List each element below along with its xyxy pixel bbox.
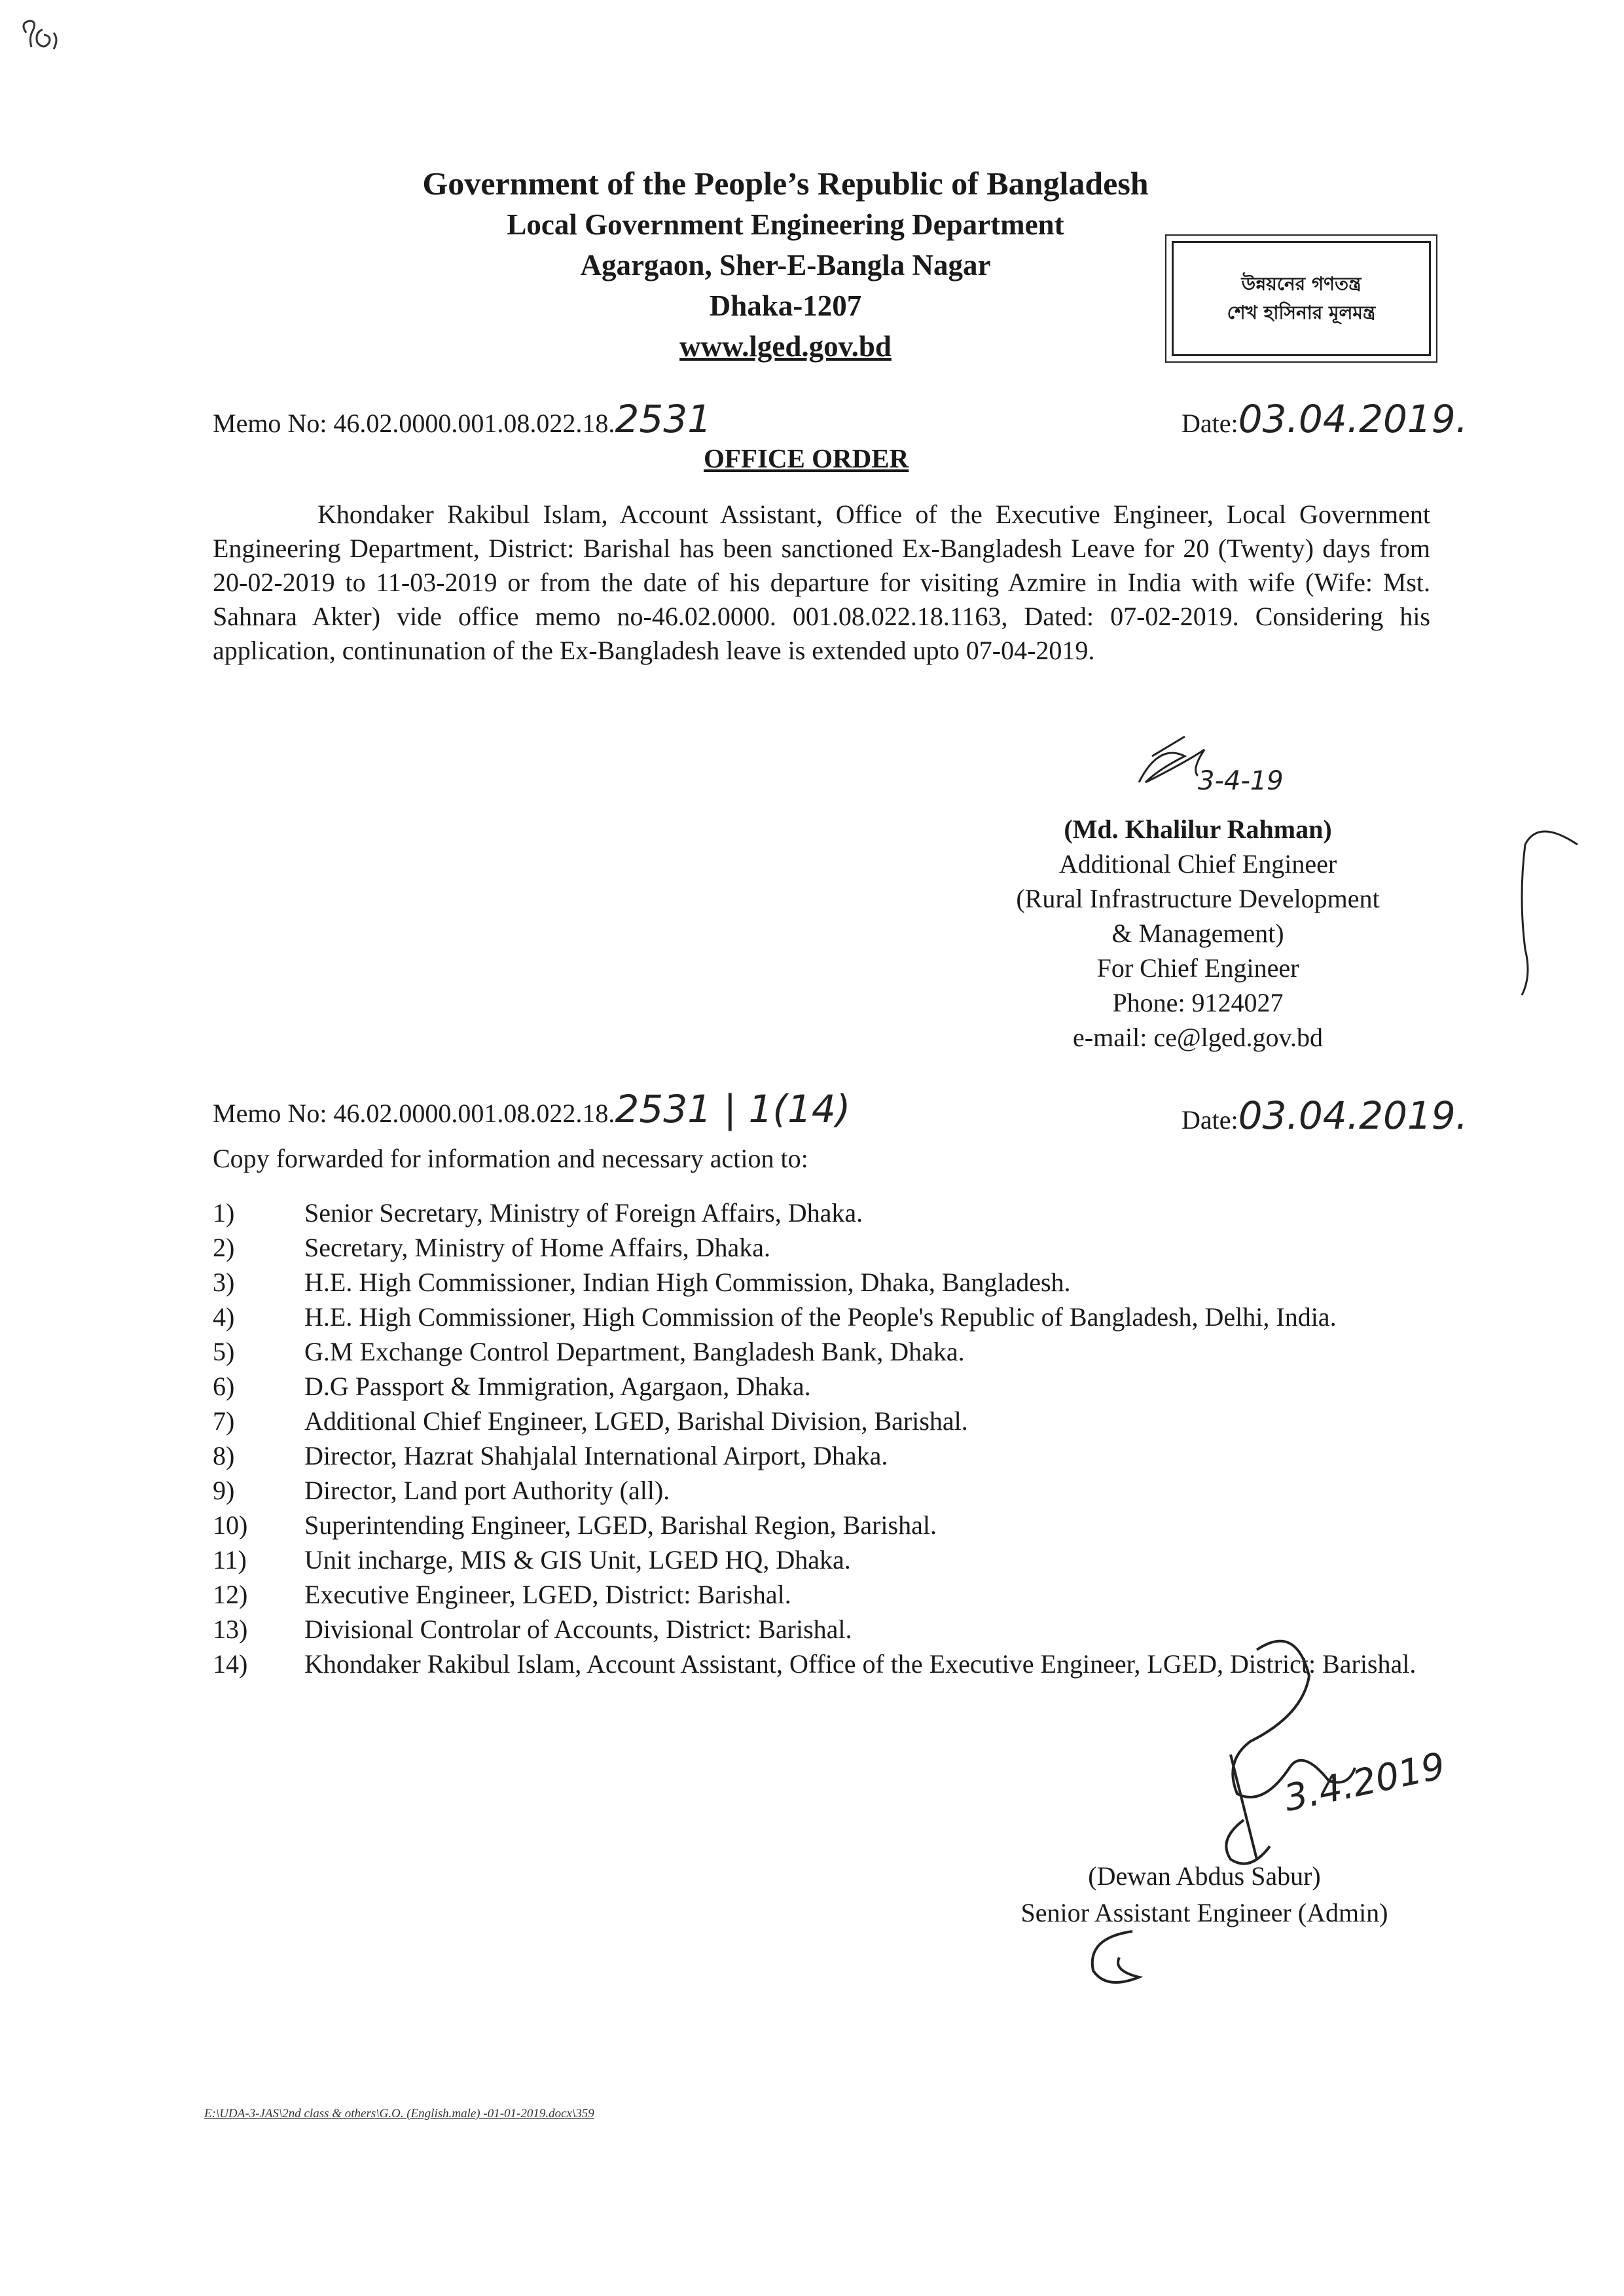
recipient-number: 10) bbox=[213, 1510, 248, 1540]
recipient-number: 5) bbox=[213, 1337, 235, 1366]
recipient-item bbox=[213, 1230, 1456, 1265]
signatory-1-on-behalf: For Chief Engineer bbox=[1096, 953, 1299, 983]
order-body: Khondaker Rakibul Islam, Account Assistant, Office of the Executive Engineer, Local Government Engineering Department, District: Barishal has been sanctioned Ex-Bangladesh Leave for 20 (Twenty) days from 20-02-2019 to 11-03-2019 or from the date of his departure for visiting Azmire in India with wife (Wife: Mst. Sahnara Akter) vide office memo no-46.02.0000. 001.08.022.18.1163, Dated: 07-02-2019. Considering his application, continunation of the Ex-Bangladesh leave is extended upto 07-04-2019. bbox=[213, 500, 1430, 665]
recipient-item bbox=[213, 1542, 1456, 1577]
department-name: Local Government Engineering Department bbox=[507, 208, 1064, 241]
copy-date-label: Date: bbox=[1182, 1105, 1238, 1135]
copy-memo-label: Memo No: 46.02.0000.001.08.022.18. bbox=[213, 1099, 615, 1128]
signatory-1-wing-line-2: & Management) bbox=[1111, 919, 1284, 948]
website-link[interactable]: www.lged.gov.bd bbox=[679, 330, 892, 363]
recipient-item bbox=[213, 1508, 1456, 1542]
recipient-item bbox=[213, 1334, 1456, 1369]
date-label: Date: bbox=[1182, 409, 1238, 438]
recipient-number: 3) bbox=[213, 1267, 235, 1297]
distribution-list bbox=[213, 1195, 1456, 1681]
slogan-line-2: শেখ হাসিনার মূলমন্ত্র bbox=[1227, 302, 1376, 323]
signatory-1-block bbox=[962, 812, 1434, 1055]
copy-memo-handwritten-number: 2531 | 1(14) bbox=[615, 1087, 851, 1131]
memo-handwritten-number: 2531 bbox=[615, 397, 712, 441]
slogan-box bbox=[1172, 241, 1431, 356]
recipient-text: Unit incharge, MIS & GIS Unit, LGED HQ, Dhaka. bbox=[304, 1545, 851, 1575]
recipient-text: H.E. High Commissioner, Indian High Commission, Dhaka, Bangladesh. bbox=[304, 1267, 1071, 1297]
recipient-number: 13) bbox=[213, 1614, 248, 1644]
signatory-2-block bbox=[949, 1858, 1460, 1931]
file-path-footer: E:\UDA-3-JAS\2nd class & others\G.O. (English.male) -01-01-2019.docx\359 bbox=[204, 2107, 594, 2121]
memo-number bbox=[213, 397, 712, 441]
corner-handwritten-mark bbox=[13, 13, 72, 65]
recipient-item bbox=[213, 1195, 1456, 1230]
copy-memo-number bbox=[213, 1087, 850, 1131]
recipient-item bbox=[213, 1438, 1456, 1473]
recipient-item bbox=[213, 1577, 1456, 1612]
recipient-text: D.G Passport & Immigration, Agargaon, Dhaka. bbox=[304, 1372, 811, 1401]
recipient-text: Director, Land port Authority (all). bbox=[304, 1476, 670, 1505]
letterhead bbox=[327, 162, 1244, 367]
memo-label: Memo No: 46.02.0000.001.08.022.18. bbox=[213, 409, 615, 438]
recipient-number: 1) bbox=[213, 1198, 235, 1228]
recipient-item bbox=[213, 1300, 1456, 1334]
recipient-number: 4) bbox=[213, 1302, 235, 1332]
recipient-number: 14) bbox=[213, 1649, 248, 1679]
address-line: Agargaon, Sher-E-Bangla Nagar bbox=[580, 249, 991, 282]
govt-title: Government of the People’s Republic of Bangladesh bbox=[422, 165, 1149, 202]
recipient-text: Executive Engineer, LGED, District: Barishal. bbox=[304, 1580, 791, 1609]
recipient-text: G.M Exchange Control Department, Bangladesh Bank, Dhaka. bbox=[304, 1337, 965, 1366]
city-line: Dhaka-1207 bbox=[709, 289, 862, 322]
recipient-text: H.E. High Commissioner, High Commission of the People's Republic of Bangladesh, Delhi, India. bbox=[304, 1302, 1337, 1332]
recipient-item bbox=[213, 1265, 1456, 1300]
recipient-number: 6) bbox=[213, 1372, 235, 1401]
recipient-number: 12) bbox=[213, 1580, 248, 1609]
recipient-number: 11) bbox=[213, 1545, 247, 1575]
recipient-text: Divisional Controlar of Accounts, District: Barishal. bbox=[304, 1614, 852, 1644]
recipient-number: 9) bbox=[213, 1476, 235, 1505]
memo-date bbox=[1182, 397, 1468, 441]
recipient-number: 2) bbox=[213, 1233, 235, 1262]
recipient-number: 7) bbox=[213, 1406, 235, 1436]
recipient-text: Senior Secretary, Ministry of Foreign Affairs, Dhaka. bbox=[304, 1198, 863, 1228]
copy-date-handwritten: 03.04.2019. bbox=[1238, 1093, 1468, 1138]
recipient-item bbox=[213, 1404, 1456, 1438]
signature-2-date: 3.4.2019 bbox=[1280, 1744, 1449, 1821]
recipient-text: Khondaker Rakibul Islam, Account Assistant, Office of the Executive Engineer, LGED, District: Barishal. bbox=[304, 1649, 1416, 1679]
signature-1-date: 3-4-19 bbox=[1198, 766, 1284, 796]
signatory-1-email: e-mail: ce@lged.gov.bd bbox=[1073, 1023, 1323, 1052]
slogan-line-1: উন্নয়নের গণতন্ত্র bbox=[1241, 273, 1362, 295]
signatory-1-wing-line-1: (Rural Infrastructure Development bbox=[1016, 884, 1380, 913]
recipient-text: Superintending Engineer, LGED, Barishal Region, Barishal. bbox=[304, 1510, 937, 1540]
copy-memo-date bbox=[1182, 1093, 1468, 1138]
signatory-1-name: (Md. Khalilur Rahman) bbox=[1064, 814, 1332, 844]
office-order-title: OFFICE ORDER bbox=[704, 443, 909, 473]
signatory-1-phone: Phone: 9124027 bbox=[1112, 988, 1284, 1017]
recipient-number: 8) bbox=[213, 1441, 235, 1470]
recipient-text: Secretary, Ministry of Home Affairs, Dhaka. bbox=[304, 1233, 771, 1262]
copy-forwarded-intro: Copy forwarded for information and necessary action to: bbox=[213, 1144, 808, 1173]
date-handwritten: 03.04.2019. bbox=[1238, 397, 1468, 441]
margin-bracket-mark bbox=[1506, 818, 1584, 1002]
signatory-1-designation: Additional Chief Engineer bbox=[1058, 849, 1337, 879]
recipient-text: Director, Hazrat Shahjalal International Airport, Dhaka. bbox=[304, 1441, 888, 1470]
recipient-text: Additional Chief Engineer, LGED, Barishal Division, Barishal. bbox=[304, 1406, 968, 1436]
signatory-2-designation: Senior Assistant Engineer (Admin) bbox=[1020, 1898, 1388, 1927]
recipient-item bbox=[213, 1473, 1456, 1508]
signatory-2-name: (Dewan Abdus Sabur) bbox=[1088, 1861, 1321, 1891]
svg-text:96: 96 bbox=[13, 57, 21, 65]
recipient-item bbox=[213, 1369, 1456, 1404]
initial-mark bbox=[1074, 1925, 1165, 1997]
